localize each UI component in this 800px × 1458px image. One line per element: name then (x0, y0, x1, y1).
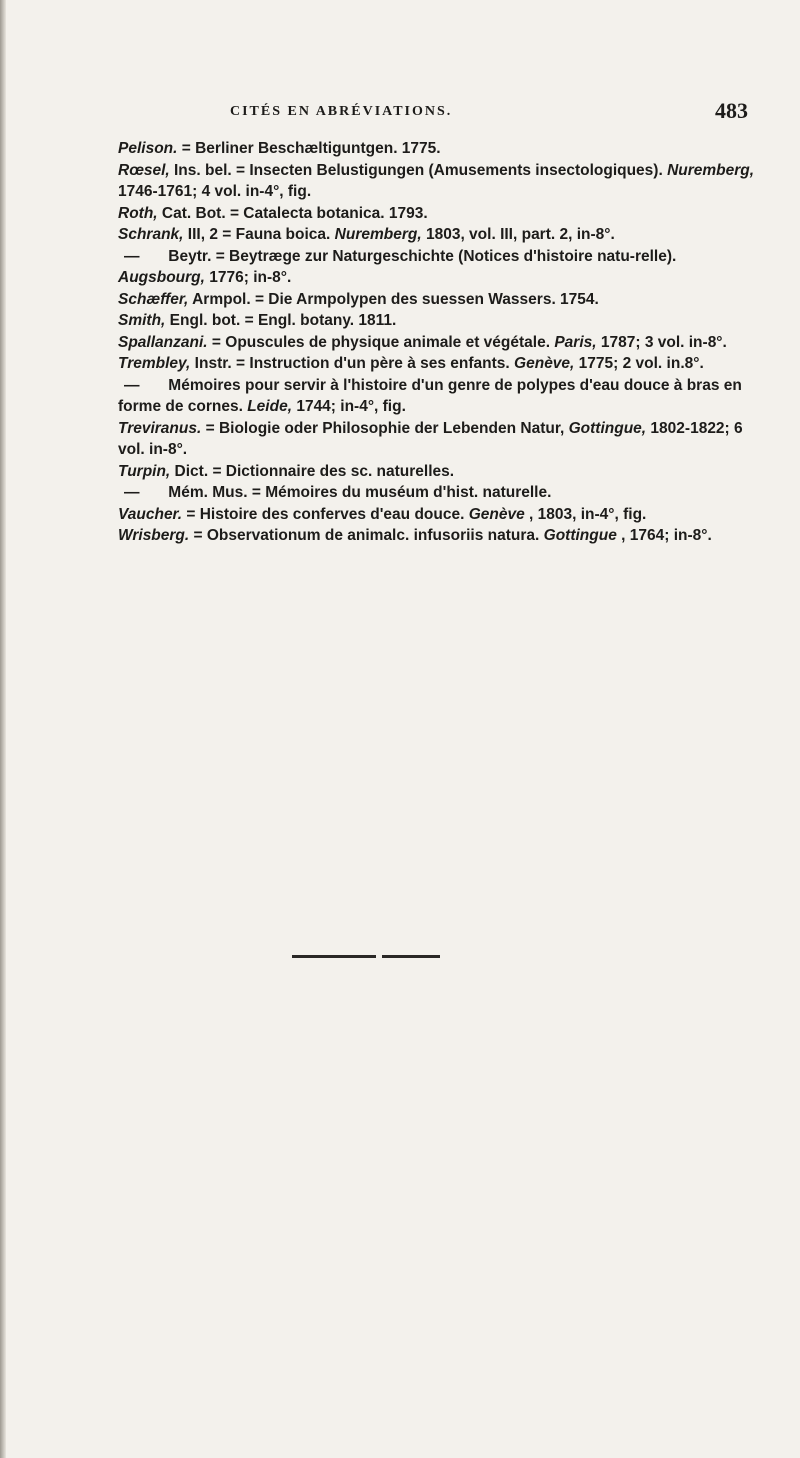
entry-details: 1803, vol. III, part. 2, in-8°. (421, 226, 615, 243)
entry-text: Beytr. = Beytræge zur Naturgeschichte (Notices d'histoire natu-relle). (164, 247, 677, 265)
bibliography-entry (118, 525, 758, 547)
page-edge-shadow (0, 0, 6, 1458)
entry-details: 1787; 3 vol. in-8°. (596, 333, 727, 351)
entry-author: Rœsel, (118, 161, 170, 179)
bibliography-entry (118, 332, 758, 354)
entry-text: Cat. Bot. = Catalecta botanica. 1793. (157, 204, 428, 222)
entry-text: = Observationum de animalc. infusoriis natura. (189, 527, 544, 544)
bibliography-entry (118, 246, 758, 289)
entry-author: Treviranus. (118, 419, 202, 437)
entry-place: Leide, (247, 398, 293, 415)
entry-text: = Opuscules de physique animale et végétale. (207, 333, 555, 351)
printer-rule (382, 955, 440, 958)
entry-place: Nuremberg, (334, 226, 422, 243)
entry-author: Wrisberg. (118, 527, 190, 544)
entry-place: Nuremberg, (667, 161, 755, 179)
entry-details: 1775; 2 vol. in.8°. (574, 355, 704, 372)
ditto-dash: — (124, 376, 140, 394)
bibliography-entry (118, 138, 758, 160)
entry-text: Engl. bot. = Engl. botany. 1811. (165, 312, 397, 329)
entry-text: Mémoires pour servir à l'histoire d'un genre de polypes d'eau douce à bras en forme de cornes. (118, 376, 742, 415)
entry-text: Armpol. = Die Armpolypen des suessen Wassers. 1754. (188, 290, 599, 308)
entry-details: 1776; in-8°. (204, 269, 292, 286)
bibliography-entry (118, 160, 758, 203)
page-header (120, 98, 748, 132)
entry-place: Genève (468, 505, 525, 523)
entry-text: Mém. Mus. = Mémoires du muséum d'hist. naturelle. (164, 484, 552, 501)
entry-place: Gottingue, (568, 419, 647, 437)
entry-author: Turpin, (118, 462, 171, 480)
printer-rule (292, 955, 376, 958)
entry-text: Dict. = Dictionnaire des sc. naturelles. (170, 462, 455, 480)
entry-details: , 1764; in-8°. (616, 527, 712, 544)
entry-author: Smith, (118, 312, 166, 329)
ditto-dash: — (124, 247, 140, 265)
running-title: CITÉS EN ABRÉVIATIONS. (230, 104, 453, 119)
entry-place: Gottingue (543, 527, 617, 544)
entry-author: Schæffer, (118, 290, 189, 308)
bibliography-entry (118, 353, 758, 375)
entry-text: = Berliner Beschæltiguntgen. 1775. (177, 140, 441, 157)
bibliography-entry (118, 289, 758, 311)
page-number: 483 (715, 98, 748, 123)
bibliography-entry (118, 418, 758, 461)
entry-text: Ins. bel. = Insecten Belustigungen (Amusements insectologiques). (169, 161, 668, 179)
entry-details: 1802-1822; 6 vol. in-8°. (118, 419, 743, 458)
bibliography-entry (118, 310, 758, 332)
entry-text: III, 2 = Fauna boica. (183, 226, 335, 243)
entry-place: Paris, (554, 333, 597, 351)
bibliography-list (118, 138, 758, 547)
entry-text: = Biologie oder Philosophie der Lebenden Natur, (201, 419, 569, 437)
entry-place: Augsbourg, (118, 269, 205, 286)
ditto-dash: — (124, 484, 140, 501)
bibliography-entry (118, 482, 758, 504)
entry-author: Trembley, (118, 355, 191, 372)
bibliography-entry (118, 203, 758, 225)
entry-author: Spallanzani. (118, 333, 208, 351)
entry-details: , 1803, in-4°, fig. (524, 505, 647, 523)
entry-author: Vaucher. (118, 505, 183, 523)
entry-author: Roth, (118, 204, 158, 222)
bibliography-entry (118, 504, 758, 526)
bibliography-entry (118, 224, 758, 246)
entry-details: 1744; in-4°, fig. (292, 398, 406, 415)
entry-author: Pelison. (118, 140, 178, 157)
entry-place: Genève, (514, 355, 575, 372)
entry-text: Instr. = Instruction d'un père à ses enfants. (190, 355, 515, 372)
entry-author: Schrank, (118, 226, 184, 243)
entry-details: 1746-1761; 4 vol. in-4°, fig. (118, 183, 312, 200)
entry-text: = Histoire des conferves d'eau douce. (182, 505, 469, 523)
bibliography-entry (118, 375, 758, 418)
bibliography-entry (118, 461, 758, 483)
